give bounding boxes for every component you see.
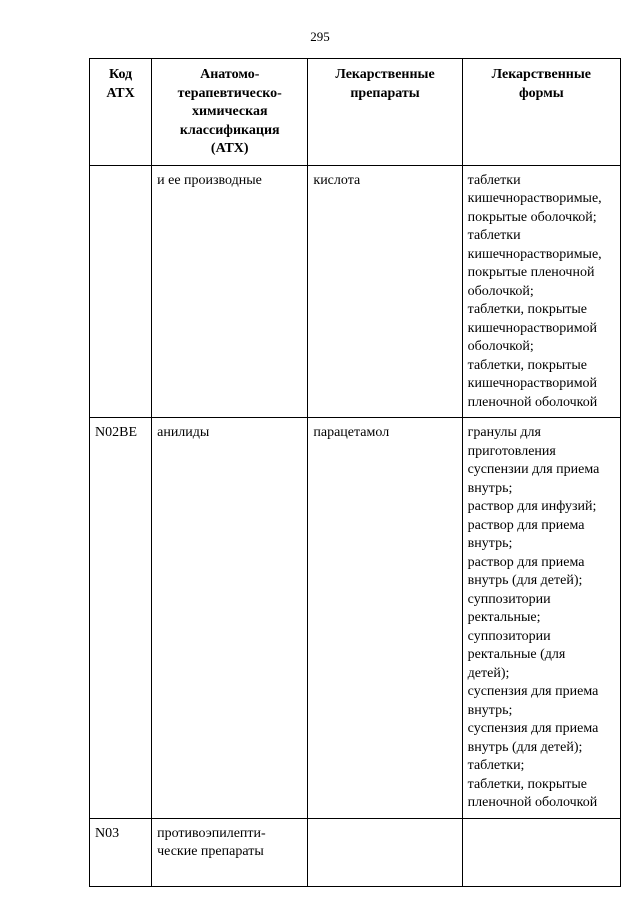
atx-code-cell: N03 (90, 818, 152, 886)
atx-code-cell (90, 165, 152, 418)
table-header-row (90, 59, 621, 166)
dosage-forms-cell (462, 818, 620, 886)
header-drugs: Лекарственные препараты (308, 59, 462, 166)
dosage-forms-cell: таблетки кишечнорастворимые, покрытые оболочкой; таблетки кишечнорастворимые, покрытые пленочной оболочкой; таблетки, покрытые кишечнорастворимой оболочкой; таблетки, покрытые кишечнорастворимой пленочной оболочкой (462, 165, 620, 418)
drug-cell (308, 818, 462, 886)
header-atx-classification: Анатомо- терапевтическо- химическая классификация (АТХ) (152, 59, 308, 166)
table-row (90, 418, 621, 819)
page-number: 295 (310, 29, 330, 44)
header-dosage-forms: Лекарственные формы (462, 59, 620, 166)
table-row (90, 165, 621, 418)
classification-cell: анилиды (152, 418, 308, 819)
header-atx-code: Код АТХ (90, 59, 152, 166)
dosage-forms-cell: гранулы для приготовления суспензии для приема внутрь; раствор для инфузий; раствор для приема внутрь; раствор для приема внутрь (для детей); суппозитории ректальные; суппозитории ректальные (для детей); суспензия для приема внутрь; суспензия для приема внутрь (для детей); таблетки; таблетки, покрытые пленочной оболочкой (462, 418, 620, 819)
atx-code-cell: N02BE (90, 418, 152, 819)
table-row (90, 818, 621, 886)
drug-cell: парацетамол (308, 418, 462, 819)
classification-cell: и ее производные (152, 165, 308, 418)
drug-cell: кислота (308, 165, 462, 418)
atx-table (89, 58, 621, 887)
classification-cell: противоэпилепти- ческие препараты (152, 818, 308, 886)
